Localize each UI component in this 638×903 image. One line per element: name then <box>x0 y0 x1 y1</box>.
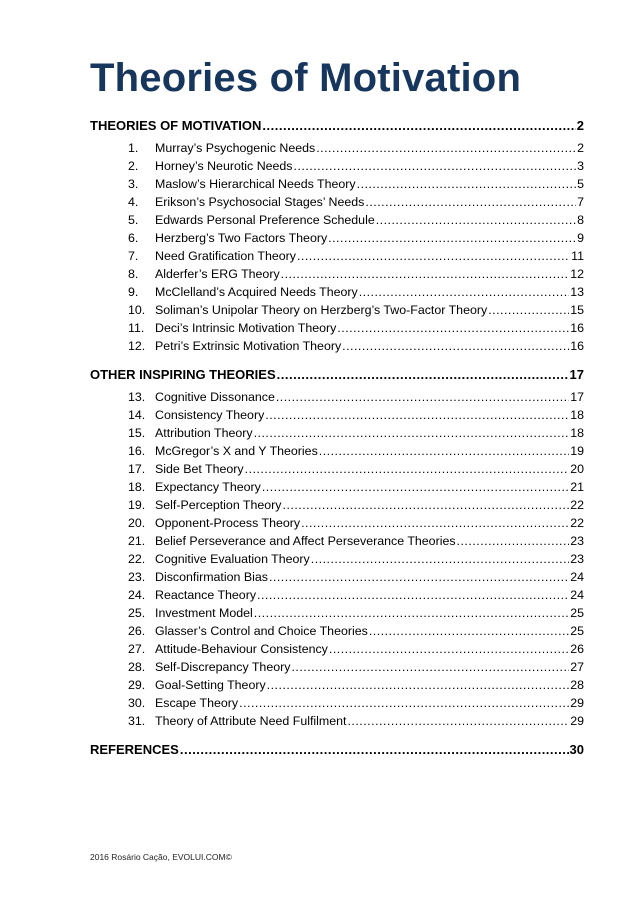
toc-entry-number: 17. <box>128 462 146 476</box>
dot-leader <box>267 676 570 694</box>
toc-entry[interactable] <box>90 301 584 319</box>
toc-entry-number: 23. <box>128 570 146 584</box>
toc-page-number: 25 <box>570 624 584 638</box>
dot-leader <box>239 694 569 712</box>
toc-entry-number: 1. <box>128 141 139 155</box>
toc-entry-number: 19. <box>128 498 146 512</box>
dot-leader <box>294 157 577 175</box>
dot-leader <box>283 496 570 514</box>
toc-entry-number: 2. <box>128 159 139 173</box>
toc-page-number: 24 <box>570 588 584 602</box>
toc-entry[interactable] <box>90 712 584 730</box>
dot-leader <box>457 532 570 550</box>
dot-leader <box>347 712 569 730</box>
toc-section-title: OTHER INSPIRING THEORIES <box>90 367 276 382</box>
toc-entry[interactable] <box>90 193 584 211</box>
toc-entry-number: 6. <box>128 231 139 245</box>
dot-leader <box>365 193 576 211</box>
toc-entry[interactable] <box>90 424 584 442</box>
toc-entry[interactable] <box>90 247 584 265</box>
toc-entry[interactable] <box>90 532 584 550</box>
toc-page-number: 25 <box>570 606 584 620</box>
toc-entry-number: 4. <box>128 195 139 209</box>
toc-page-number: 9 <box>577 231 584 245</box>
dot-leader <box>245 460 570 478</box>
toc-entry[interactable] <box>90 265 584 283</box>
toc-page-number: 13 <box>570 285 584 299</box>
toc-page-number: 18 <box>570 426 584 440</box>
toc-entry-number: 15. <box>128 426 146 440</box>
toc-entry-number: 29. <box>128 678 146 692</box>
toc-entry-title: Theory of Attribute Need Fulfilment <box>155 714 347 728</box>
toc-entry-title: Reactance Theory <box>155 588 257 602</box>
toc-page-number: 27 <box>570 660 584 674</box>
toc-page-number: 29 <box>570 696 584 710</box>
dot-leader <box>254 424 570 442</box>
toc-entry-title: Petri’s Extrinsic Motivation Theory <box>155 339 342 353</box>
dot-leader <box>262 113 575 139</box>
toc-entry[interactable] <box>90 406 584 424</box>
toc-entry-title: Self-Perception Theory <box>155 498 282 512</box>
toc-entry-number: 26. <box>128 624 146 638</box>
toc-entry[interactable] <box>90 337 584 355</box>
toc-entry-number: 31. <box>128 714 146 728</box>
toc-entry[interactable] <box>90 586 584 604</box>
toc-entry[interactable] <box>90 175 584 193</box>
toc-entry-number: 7. <box>128 249 139 263</box>
toc-entry-title: Escape Theory <box>155 696 239 710</box>
toc-entry[interactable] <box>90 514 584 532</box>
toc-entry-title: Disconfirmation Bias <box>155 570 268 584</box>
toc-page-number: 11 <box>571 249 584 263</box>
toc-entry-title: Self-Discrepancy Theory <box>155 660 291 674</box>
dot-leader <box>276 388 569 406</box>
toc-entry-title: Edwards Personal Preference Schedule <box>155 213 375 227</box>
toc-entry[interactable] <box>90 694 584 712</box>
toc-entry-title: Belief Perseverance and Affect Perseverance Theories <box>155 534 456 548</box>
toc-entry[interactable] <box>90 139 584 157</box>
dot-leader <box>257 586 569 604</box>
toc-entry[interactable] <box>90 640 584 658</box>
dot-leader <box>357 175 576 193</box>
toc-page-number: 17 <box>570 390 584 404</box>
toc-section-entry[interactable] <box>90 362 584 388</box>
toc-entry-title: Herzberg’s Two Factors Theory <box>155 231 328 245</box>
toc-entry-title: Cognitive Evaluation Theory <box>155 552 310 566</box>
toc-entry-number: 13. <box>128 390 146 404</box>
dot-leader <box>328 229 576 247</box>
toc-entry-title: Goal-Setting Theory <box>155 678 266 692</box>
dot-leader <box>488 301 569 319</box>
toc-entry[interactable] <box>90 388 584 406</box>
dot-leader <box>329 640 569 658</box>
dot-leader <box>269 568 569 586</box>
toc-entry-number: 12. <box>128 339 146 353</box>
dot-leader <box>297 247 570 265</box>
toc-entry[interactable] <box>90 283 584 301</box>
toc-entry-number: 5. <box>128 213 139 227</box>
toc-section-entry[interactable] <box>90 113 584 139</box>
toc-entry[interactable] <box>90 460 584 478</box>
toc-entry[interactable] <box>90 478 584 496</box>
dot-leader <box>337 319 569 337</box>
dot-leader <box>301 514 569 532</box>
toc-entry-number: 30. <box>128 696 146 710</box>
toc-page-number: 22 <box>570 498 584 512</box>
toc-entry-number: 18. <box>128 480 146 494</box>
toc-page-number: 3 <box>577 159 584 173</box>
toc-page-number: 26 <box>570 642 584 656</box>
toc-entry-number: 21. <box>128 534 146 548</box>
toc-entry[interactable] <box>90 229 584 247</box>
toc-entry[interactable] <box>90 604 584 622</box>
toc-entry-number: 9. <box>128 285 139 299</box>
dot-leader <box>265 406 569 424</box>
toc-entry[interactable] <box>90 442 584 460</box>
toc-entry-number: 16. <box>128 444 146 458</box>
toc-entry-title: Horney’s Neurotic Needs <box>155 159 293 173</box>
toc-entry-title: Glasser’s Control and Choice Theories <box>155 624 368 638</box>
dot-leader <box>359 283 569 301</box>
toc-page-number: 17 <box>569 367 584 382</box>
toc-page-number: 15 <box>570 303 584 317</box>
toc-entry-title: Consistency Theory <box>155 408 265 422</box>
toc-entry-title: Investment Model <box>155 606 253 620</box>
toc-entry-title: Opponent-Process Theory <box>155 516 301 530</box>
toc-page-number: 24 <box>570 570 584 584</box>
toc-entry[interactable] <box>90 211 584 229</box>
toc-section-title: REFERENCES <box>90 742 179 757</box>
toc-entry[interactable] <box>90 658 584 676</box>
toc-page-number: 8 <box>577 213 584 227</box>
toc-entry-number: 25. <box>128 606 146 620</box>
toc-section-entry[interactable] <box>90 737 584 763</box>
page-footer: 2016 Rosário Cação, EVOLUI.COM© <box>90 852 232 862</box>
dot-leader <box>311 550 569 568</box>
dot-leader <box>262 478 569 496</box>
toc-entry-title: Soliman’s Unipolar Theory on Herzberg’s Two-Factor Theory <box>155 303 488 317</box>
toc-entry[interactable] <box>90 622 584 640</box>
toc-entry-title: Murray’s Psychogenic Needs <box>155 141 316 155</box>
toc-page-number: 7 <box>577 195 584 209</box>
document-title: Theories of Motivation <box>90 56 522 100</box>
toc-entry-title: Attitude-Behaviour Consistency <box>155 642 328 656</box>
dot-leader <box>316 139 576 157</box>
toc-entry-title: Expectancy Theory <box>155 480 261 494</box>
toc-entry-number: 27. <box>128 642 146 656</box>
toc-entry-number: 28. <box>128 660 146 674</box>
toc-page-number: 19 <box>570 444 584 458</box>
toc-page-number: 20 <box>570 462 584 476</box>
toc-entry-title: Deci’s Intrinsic Motivation Theory <box>155 321 337 335</box>
toc-entry[interactable] <box>90 568 584 586</box>
toc-page-number: 21 <box>570 480 584 494</box>
toc-page-number: 16 <box>570 339 584 353</box>
dot-leader <box>376 211 576 229</box>
toc-page-number: 18 <box>570 408 584 422</box>
toc-entry-title: Need Gratification Theory <box>155 249 296 263</box>
toc-page-number: 30 <box>569 742 584 757</box>
dot-leader <box>180 737 569 763</box>
toc-entry[interactable] <box>90 676 584 694</box>
dot-leader <box>342 337 569 355</box>
toc-entry[interactable] <box>90 319 584 337</box>
toc-entry-number: 10. <box>128 303 146 317</box>
toc-entry-number: 3. <box>128 177 139 191</box>
table-of-contents <box>90 113 584 763</box>
toc-page-number: 2 <box>576 118 584 133</box>
toc-entry-number: 11. <box>128 321 145 335</box>
toc-page-number: 2 <box>577 141 584 155</box>
toc-entry[interactable] <box>90 550 584 568</box>
toc-section-title: THEORIES OF MOTIVATION <box>90 118 262 133</box>
toc-page-number: 29 <box>570 714 584 728</box>
toc-entry-title: Erikson’s Psychosocial Stages’ Needs <box>155 195 365 209</box>
dot-leader <box>254 604 569 622</box>
toc-entry-title: Alderfer’s ERG Theory <box>155 267 280 281</box>
toc-page-number: 5 <box>577 177 584 191</box>
toc-page-number: 28 <box>570 678 584 692</box>
dot-leader <box>369 622 569 640</box>
toc-entry-title: Attribution Theory <box>155 426 253 440</box>
toc-entry-title: Cognitive Dissonance <box>155 390 275 404</box>
toc-entry-number: 20. <box>128 516 146 530</box>
toc-page-number: 22 <box>570 516 584 530</box>
toc-entry-number: 8. <box>128 267 139 281</box>
dot-leader <box>291 658 569 676</box>
toc-entry-title: Side Bet Theory <box>155 462 244 476</box>
toc-entry[interactable] <box>90 157 584 175</box>
dot-leader <box>277 362 569 388</box>
toc-page-number: 16 <box>570 321 584 335</box>
toc-entry-title: McClelland’s Acquired Needs Theory <box>155 285 358 299</box>
toc-entry-title: Maslow’s Hierarchical Needs Theory <box>155 177 356 191</box>
toc-page-number: 12 <box>570 267 584 281</box>
toc-page-number: 23 <box>570 534 584 548</box>
toc-entry-number: 22. <box>128 552 146 566</box>
dot-leader <box>319 442 569 460</box>
toc-page-number: 23 <box>570 552 584 566</box>
toc-entry-title: McGregor’s X and Y Theories <box>155 444 318 458</box>
toc-entry[interactable] <box>90 496 584 514</box>
dot-leader <box>281 265 570 283</box>
toc-entry-number: 14. <box>128 408 146 422</box>
toc-entry-number: 24. <box>128 588 146 602</box>
